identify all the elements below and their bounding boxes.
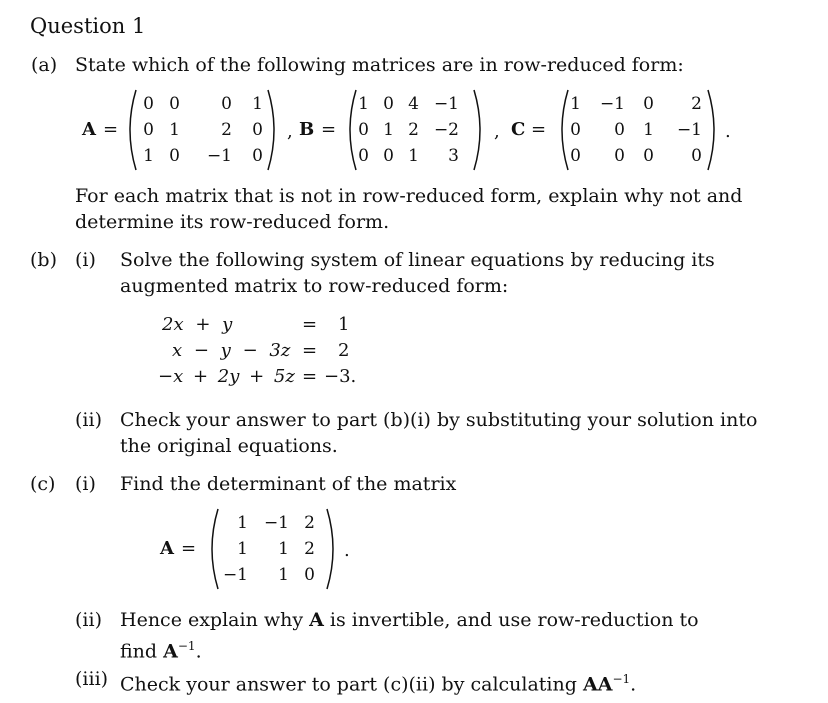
matrix-b-right-paren (470, 88, 488, 172)
matrix-c-eq: = (531, 119, 547, 140)
matrix-b-cell: 2 (408, 120, 419, 140)
equation-2-rel: = (302, 340, 318, 361)
matrix-det (214, 513, 324, 587)
matrix-b-cell: 0 (383, 94, 394, 114)
part-b-i-line2: augmented matrix to row-reduced form: (120, 275, 509, 297)
matrix-b-cell: 0 (383, 146, 394, 166)
matrix-c-cell: 1 (643, 120, 654, 140)
part-c-ii-label: (ii) (75, 609, 102, 631)
matrix-b-cell: 1 (383, 120, 394, 140)
part-a-label: (a) (31, 54, 58, 76)
part-c-ii-matrix: A (309, 609, 324, 631)
matrix-a-cell: 1 (252, 94, 263, 114)
matrix-b-cell: 4 (408, 94, 419, 114)
matrix-det-cell: 1 (278, 565, 289, 585)
part-c-ii-pre: Hence explain why (120, 609, 310, 631)
equation-3-lhs: −x + 2y + 5z (158, 366, 295, 387)
matrix-c-name: C (511, 119, 526, 140)
part-a-text: State which of the following matrices are in row-reduced form: (75, 54, 684, 76)
part-c-iii-text (120, 667, 636, 696)
part-a-follow-line1: For each matrix that is not in row-reduced form, explain why not and (75, 185, 743, 207)
matrix-det-cell: 0 (304, 565, 315, 585)
matrix-b-comma: , (494, 121, 500, 142)
matrix-a-cell: −1 (206, 146, 232, 166)
equation-3-rel: = (302, 366, 318, 387)
matrix-b-cell: 0 (358, 120, 369, 140)
matrix-a-cell: 0 (143, 120, 154, 140)
matrix-det-cell: 2 (304, 513, 315, 533)
part-b-i-label: (i) (75, 249, 96, 271)
matrix-a-right-paren (264, 88, 282, 172)
part-b-i-line1: Solve the following system of linear equations by reducing its (120, 249, 715, 271)
matrix-c-cell: 0 (643, 94, 654, 114)
matrix-c-cell: 0 (570, 146, 581, 166)
matrix-c-det-name: A (160, 538, 174, 559)
matrix-c-cell: 0 (691, 146, 702, 166)
part-b-ii-label: (ii) (75, 409, 102, 431)
part-c-i-text: Find the determinant of the matrix (120, 473, 457, 495)
part-b-ii-line1: Check your answer to part (b)(i) by substituting your solution into (120, 409, 758, 431)
matrix-b-cell: 3 (448, 146, 459, 166)
matrix-a-cell: 2 (221, 120, 232, 140)
part-c-iii-exp: −1 (612, 672, 631, 686)
matrix-det-cell: 1 (237, 513, 248, 533)
matrix-c-cell: −1 (676, 120, 702, 140)
matrix-c-det-eq: = (181, 538, 197, 559)
matrix-b-cell: 1 (358, 94, 369, 114)
matrix-a (130, 94, 270, 168)
matrix-c-cell: 0 (614, 120, 625, 140)
matrix-b-cell: 1 (408, 146, 419, 166)
matrix-det-cell: −1 (222, 565, 248, 585)
part-c-label: (c) (30, 473, 56, 495)
matrix-b-cell: 0 (358, 146, 369, 166)
matrix-c-cell: 0 (643, 146, 654, 166)
question-title: Question 1 (30, 14, 146, 38)
matrix-c-cell: 0 (614, 146, 625, 166)
equation-1-rhs: 1 (338, 314, 350, 335)
matrix-b-name: B (299, 119, 315, 140)
matrix-det-period: . (344, 540, 350, 561)
matrix-a-cell: 0 (221, 94, 232, 114)
part-c-iii-matrix: AA (582, 673, 613, 696)
part-c-iii-post: . (630, 673, 637, 696)
matrix-c-period: . (725, 121, 731, 142)
matrix-b (350, 94, 490, 168)
part-c-ii-post: is invertible, and use row-reduction to (323, 609, 699, 631)
equation-2-rhs: 2 (338, 340, 350, 361)
matrix-a-cell: 0 (169, 146, 180, 166)
part-c-iii-pre: Check your answer to part (c)(ii) by calculating (120, 673, 583, 696)
matrix-a-cell: 0 (169, 94, 180, 114)
matrix-b-cell: −1 (433, 94, 459, 114)
matrix-det-cell: 1 (237, 539, 248, 559)
part-b-label: (b) (30, 249, 57, 271)
part-b-ii-line2: the original equations. (120, 435, 338, 457)
matrix-det-cell: 1 (278, 539, 289, 559)
matrix-a-name: A (82, 119, 96, 140)
equation-1-rel: = (302, 314, 318, 335)
part-a-follow-line2: determine its row-reduced form. (75, 211, 390, 233)
matrix-c-cell: 1 (570, 94, 581, 114)
part-c-iii-label: (iii) (75, 668, 109, 690)
part-c-ii-line2-post: . (195, 640, 202, 663)
matrix-det-right-paren (323, 507, 341, 591)
matrix-a-eq: = (103, 119, 119, 140)
part-c-ii-line2 (120, 634, 202, 663)
matrix-a-cell: 1 (143, 146, 154, 166)
matrix-b-cell: −2 (433, 120, 459, 140)
matrix-a-cell: 0 (252, 146, 263, 166)
matrix-a-cell: 0 (252, 120, 263, 140)
matrix-c-cell: 2 (691, 94, 702, 114)
part-c-ii-line1 (120, 608, 699, 632)
equation-3-rhs: −3. (324, 366, 357, 387)
equation-2-lhs: x − y − 3z (172, 340, 291, 361)
part-c-ii-line2-pre: find (120, 640, 164, 663)
matrix-det-cell: 2 (304, 539, 315, 559)
part-c-i-label: (i) (75, 473, 96, 495)
part-c-ii-exp: −1 (177, 639, 196, 653)
matrix-c-cell: 0 (570, 120, 581, 140)
matrix-c (562, 94, 712, 168)
matrix-c-cell: −1 (599, 94, 625, 114)
equation-1-lhs: 2x + y (162, 314, 233, 335)
matrix-a-comma: , (287, 121, 293, 142)
part-c-ii-inverse: A (163, 640, 178, 663)
matrix-a-cell: 0 (143, 94, 154, 114)
matrix-c-right-paren (704, 88, 722, 172)
matrix-det-cell: −1 (263, 513, 289, 533)
matrix-b-eq: = (321, 119, 337, 140)
matrix-a-cell: 1 (169, 120, 180, 140)
